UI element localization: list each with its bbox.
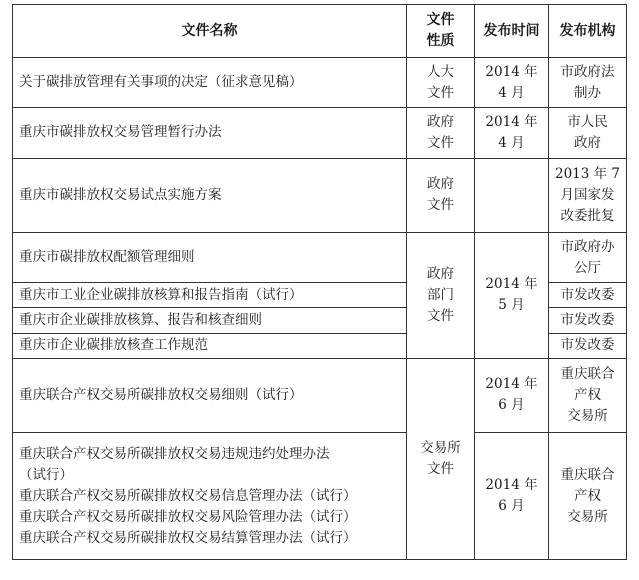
file-name-line: 重庆联合产权交易所碳排放权交易违规违约处理办法 xyxy=(19,445,330,462)
publish-org-cell: 市人民 政府 xyxy=(549,108,627,158)
table-row xyxy=(13,233,627,283)
publish-org-cell: 市政府办 公厅 xyxy=(549,233,627,283)
publish-org-cell: 2013 年 7 月国家发 改委批复 xyxy=(549,158,627,232)
publish-org-cell: 市政府法 制办 xyxy=(549,58,627,108)
file-nature-cell: 政府 文件 xyxy=(407,158,475,232)
file-name-cell: 重庆市企业碳排放核算、报告和核查细则 xyxy=(13,308,407,333)
file-name-cell: 重庆市碳排放权交易管理暂行办法 xyxy=(13,108,407,158)
table-row xyxy=(13,58,627,108)
file-nature-cell: 人大 文件 xyxy=(407,58,475,108)
header-nature: 文件 性质 xyxy=(407,5,475,58)
file-name-cell xyxy=(13,433,407,560)
file-name-line: 重庆联合产权交易所碳排放权交易风险管理办法（试行） xyxy=(19,508,357,525)
publish-org-cell: 重庆联合 产权 交易所 xyxy=(549,433,627,560)
file-name-cell: 重庆市企业碳排放核查工作规范 xyxy=(13,333,407,358)
publish-time-cell: 2014 年 6 月 xyxy=(475,433,549,560)
file-nature-cell: 交易所 文件 xyxy=(407,358,475,559)
publish-time-cell: 2014 年 5 月 xyxy=(475,233,549,359)
publish-org-cell: 重庆联合 产权 交易所 xyxy=(549,358,627,432)
publish-time-cell: 2014 年 6 月 xyxy=(475,358,549,432)
file-name-cell: 重庆市工业企业碳排放核算和报告指南（试行） xyxy=(13,283,407,308)
header-name: 文件名称 xyxy=(13,5,407,58)
regulation-table xyxy=(12,4,627,560)
publish-org-cell: 市发改委 xyxy=(549,283,627,308)
file-nature-cell: 政府 部门 文件 xyxy=(407,233,475,359)
publish-time-cell: 2014 年 4 月 xyxy=(475,58,549,108)
header-org: 发布机构 xyxy=(549,5,627,58)
table-row xyxy=(13,108,627,158)
file-name-line: 重庆联合产权交易所碳排放权交易结算管理办法（试行） xyxy=(19,529,357,546)
publish-time-cell: 2014 年 4 月 xyxy=(475,108,549,158)
file-name-cell: 重庆市碳排放权配额管理细则 xyxy=(13,233,407,283)
table-row xyxy=(13,158,627,232)
publish-time-cell xyxy=(475,158,549,232)
table-row xyxy=(13,433,627,560)
file-name-line: （试行） xyxy=(19,466,73,483)
publish-org-cell: 市发改委 xyxy=(549,308,627,333)
file-name-line: 重庆联合产权交易所碳排放权交易信息管理办法（试行） xyxy=(19,487,357,504)
publish-org-cell: 市发改委 xyxy=(549,333,627,358)
file-nature-cell: 政府 文件 xyxy=(407,108,475,158)
header-row xyxy=(13,5,627,58)
header-time: 发布时间 xyxy=(475,5,549,58)
file-name-cell: 重庆联合产权交易所碳排放权交易细则（试行） xyxy=(13,358,407,432)
file-name-cell: 关于碳排放管理有关事项的决定（征求意见稿） xyxy=(13,58,407,108)
file-name-cell: 重庆市碳排放权交易试点实施方案 xyxy=(13,158,407,232)
table-row xyxy=(13,358,627,432)
